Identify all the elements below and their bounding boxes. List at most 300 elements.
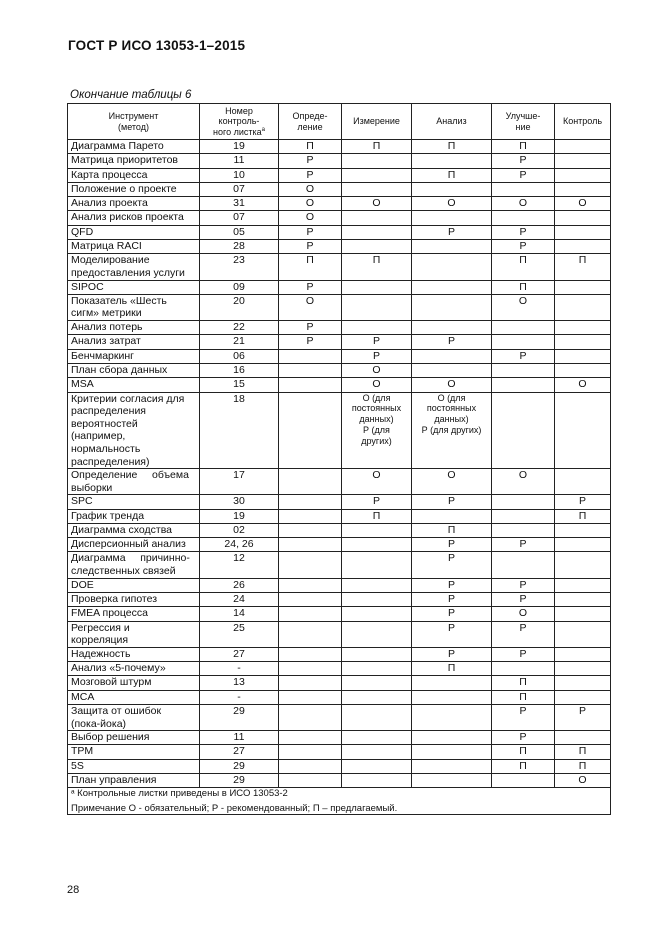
table-body — [68, 140, 611, 788]
define-cell: Р — [279, 321, 342, 335]
table-row — [68, 280, 611, 294]
improve-cell: О — [492, 197, 555, 211]
tool-name-cell — [68, 211, 200, 225]
control-cell — [555, 731, 611, 745]
tool-name-line: SIPOC — [71, 280, 104, 293]
tool-name-cell — [68, 469, 200, 495]
define-cell: П — [279, 254, 342, 280]
define-cell — [279, 578, 342, 592]
define-cell — [279, 690, 342, 704]
tool-name-line: MSA — [71, 378, 94, 391]
checklist-number-cell: 13 — [200, 676, 279, 690]
checklist-number-cell: 31 — [200, 197, 279, 211]
checklist-number-cell: 22 — [200, 321, 279, 335]
define-cell: Р — [279, 154, 342, 168]
tool-name-line: Дисперсионный анализ — [71, 538, 186, 551]
improve-cell: Р — [492, 621, 555, 647]
checklist-number-cell: 09 — [200, 280, 279, 294]
control-cell — [555, 363, 611, 377]
checklist-number-cell: 11 — [200, 731, 279, 745]
tool-name-cell — [68, 759, 200, 773]
measure-cell: Р — [342, 495, 412, 509]
checklist-number-cell: - — [200, 662, 279, 676]
define-cell — [279, 363, 342, 377]
control-cell: Р — [555, 704, 611, 730]
control-cell — [555, 392, 611, 469]
define-cell — [279, 662, 342, 676]
control-cell — [555, 621, 611, 647]
define-cell: О — [279, 294, 342, 320]
checklist-number-cell: 20 — [200, 294, 279, 320]
analyze-cell — [412, 254, 492, 280]
analyze-cell: Р — [412, 578, 492, 592]
define-cell: Р — [279, 225, 342, 239]
measure-cell — [342, 538, 412, 552]
define-cell — [279, 469, 342, 495]
control-cell — [555, 592, 611, 606]
table-row — [68, 168, 611, 182]
improve-cell — [492, 509, 555, 523]
tool-name-line: Диаграмма причинно- — [71, 552, 190, 565]
improve-cell: Р — [492, 225, 555, 239]
tool-name-line: (пока-йока) — [71, 717, 127, 730]
define-cell: Р — [279, 280, 342, 294]
analyze-cell: Р — [412, 538, 492, 552]
measure-cell — [342, 552, 412, 578]
table-row — [68, 495, 611, 509]
measure-cell — [342, 676, 412, 690]
define-cell — [279, 592, 342, 606]
checklist-number-cell: 19 — [200, 509, 279, 523]
table-row — [68, 349, 611, 363]
define-cell — [279, 621, 342, 647]
measure-cell — [342, 592, 412, 606]
checklist-number-cell: 10 — [200, 168, 279, 182]
control-cell — [555, 140, 611, 154]
improve-cell — [492, 495, 555, 509]
tool-name-line: План управления — [71, 774, 157, 786]
checklist-number-cell: 27 — [200, 745, 279, 759]
analyze-cell — [412, 211, 492, 225]
control-cell: О — [555, 774, 611, 788]
tool-name-cell — [68, 523, 200, 537]
tool-name-cell — [68, 538, 200, 552]
footnote-row — [68, 788, 611, 815]
table-row — [68, 578, 611, 592]
table-row — [68, 523, 611, 537]
tool-name-line: Анализ рисков проекта — [71, 211, 184, 224]
analyze-cell — [412, 363, 492, 377]
tool-name-cell — [68, 280, 200, 294]
control-cell — [555, 676, 611, 690]
improve-cell: О — [492, 294, 555, 320]
checklist-number-cell: 29 — [200, 774, 279, 788]
improve-cell: Р — [492, 647, 555, 661]
tool-name-line: Анализ потерь — [71, 321, 143, 334]
improve-cell — [492, 182, 555, 196]
analyze-cell: Р — [412, 592, 492, 606]
tool-name-line: Карта процесса — [71, 168, 148, 181]
tool-name-cell — [68, 378, 200, 392]
tool-name-line: Анализ затрат — [71, 335, 141, 348]
table-row — [68, 335, 611, 349]
checklist-number-cell: 14 — [200, 607, 279, 621]
tool-name-cell — [68, 197, 200, 211]
improve-cell: Р — [492, 592, 555, 606]
tool-name-line: распределения — [71, 405, 146, 418]
tool-name-line: Защита от ошибок — [71, 704, 162, 717]
table-row — [68, 378, 611, 392]
tool-name-line: (например, — [71, 430, 126, 443]
measure-cell — [342, 154, 412, 168]
control-cell — [555, 349, 611, 363]
define-cell — [279, 552, 342, 578]
control-cell — [555, 469, 611, 495]
define-cell — [279, 509, 342, 523]
measure-cell — [342, 182, 412, 196]
analyze-cell: Р — [412, 225, 492, 239]
measure-cell — [342, 647, 412, 661]
tools-table — [67, 103, 611, 815]
tool-name-line: Мозговой штурм — [71, 676, 152, 689]
measure-cell — [342, 621, 412, 647]
control-cell — [555, 225, 611, 239]
checklist-number-cell: 21 — [200, 335, 279, 349]
improve-cell: П — [492, 140, 555, 154]
control-cell — [555, 647, 611, 661]
tool-name-line: Выбор решения — [71, 731, 150, 744]
col-header-analyze: Анализ — [412, 104, 492, 140]
define-cell: Р — [279, 335, 342, 349]
tool-name-line: SPC — [71, 495, 93, 508]
define-cell — [279, 759, 342, 773]
col-header-tool: Инструмент (метод) — [68, 104, 200, 140]
tool-name-line: Моделирование — [71, 254, 150, 267]
improve-cell: Р — [492, 578, 555, 592]
tool-name-line: Определение объема — [71, 469, 189, 482]
tool-name-cell — [68, 676, 200, 690]
table-row — [68, 182, 611, 196]
tool-name-line: MCA — [71, 690, 95, 703]
table-row — [68, 321, 611, 335]
table-row — [68, 254, 611, 280]
table-row — [68, 294, 611, 320]
measure-cell — [342, 759, 412, 773]
define-cell: О — [279, 211, 342, 225]
define-cell — [279, 607, 342, 621]
control-cell — [555, 240, 611, 254]
measure-cell: О — [342, 378, 412, 392]
tool-name-cell — [68, 647, 200, 661]
define-cell — [279, 676, 342, 690]
measure-cell — [342, 745, 412, 759]
col-header-checklist: Номер контроль- ного листка$^a$ — [200, 104, 279, 140]
define-cell — [279, 731, 342, 745]
note-text: Примечание О - обязательный; Р - рекомендованный; П – предлагаемый. — [71, 802, 398, 814]
analyze-cell: П — [412, 168, 492, 182]
table-row — [68, 690, 611, 704]
table-row — [68, 621, 611, 647]
control-cell: О — [555, 378, 611, 392]
measure-cell — [342, 607, 412, 621]
measure-cell — [342, 321, 412, 335]
control-cell — [555, 538, 611, 552]
tool-name-cell — [68, 392, 200, 469]
checklist-number-cell: 18 — [200, 392, 279, 469]
footnote-marker: a — [261, 126, 265, 133]
analyze-cell: О — [412, 469, 492, 495]
measure-cell: П — [342, 254, 412, 280]
measure-cell — [342, 523, 412, 537]
control-cell — [555, 294, 611, 320]
define-cell — [279, 774, 342, 788]
control-cell: П — [555, 759, 611, 773]
table-header-row — [68, 104, 611, 140]
table-row — [68, 240, 611, 254]
improve-cell: Р — [492, 349, 555, 363]
improve-cell — [492, 392, 555, 469]
table-row — [68, 197, 611, 211]
improve-cell: Р — [492, 538, 555, 552]
table-row — [68, 363, 611, 377]
control-cell: П — [555, 745, 611, 759]
analyze-cell — [412, 509, 492, 523]
analyze-cell — [412, 240, 492, 254]
measure-cell — [342, 578, 412, 592]
tool-name-cell — [68, 495, 200, 509]
define-cell: Р — [279, 240, 342, 254]
col-header-measure: Измерение — [342, 104, 412, 140]
table-row — [68, 392, 611, 469]
tool-name-cell — [68, 662, 200, 676]
tool-name-cell — [68, 363, 200, 377]
table-row — [68, 469, 611, 495]
measure-cell: Р — [342, 349, 412, 363]
improve-cell: П — [492, 254, 555, 280]
tool-name-cell — [68, 335, 200, 349]
tool-name-line: следственных связей — [71, 565, 176, 578]
col-header-improve: Улучше- ние — [492, 104, 555, 140]
control-cell — [555, 154, 611, 168]
measure-cell — [342, 690, 412, 704]
checklist-number-cell: 29 — [200, 704, 279, 730]
measure-cell — [342, 280, 412, 294]
control-cell — [555, 523, 611, 537]
measure-cell: Р — [342, 335, 412, 349]
define-cell — [279, 647, 342, 661]
tool-name-line: График тренда — [71, 509, 145, 522]
control-cell — [555, 662, 611, 676]
tool-name-line: Матрица RACI — [71, 240, 142, 253]
improve-cell: П — [492, 676, 555, 690]
analyze-cell — [412, 704, 492, 730]
tool-name-line: сигм» метрики — [71, 307, 142, 320]
col-header-define: Опреде- ление — [279, 104, 342, 140]
tool-name-line: Проверка гипотез — [71, 592, 158, 605]
tool-name-cell — [68, 182, 200, 196]
improve-cell: Р — [492, 240, 555, 254]
analyze-cell — [412, 349, 492, 363]
tool-name-cell — [68, 621, 200, 647]
tool-name-line: нормальность — [71, 442, 141, 455]
checklist-number-cell: 02 — [200, 523, 279, 537]
analyze-cell: П — [412, 662, 492, 676]
define-cell: П — [279, 140, 342, 154]
tool-name-line: План сбора данных — [71, 363, 168, 376]
table-row — [68, 592, 611, 606]
checklist-number-cell: 27 — [200, 647, 279, 661]
tool-name-cell — [68, 321, 200, 335]
table-row — [68, 140, 611, 154]
measure-cell — [342, 211, 412, 225]
tool-name-cell — [68, 349, 200, 363]
tool-name-cell — [68, 607, 200, 621]
tool-name-line: Матрица приоритетов — [71, 154, 178, 167]
tool-name-line: TPM — [71, 745, 94, 758]
table-row — [68, 662, 611, 676]
improve-cell: О — [492, 469, 555, 495]
table-footnote — [68, 788, 611, 815]
control-cell — [555, 211, 611, 225]
improve-cell — [492, 335, 555, 349]
define-cell — [279, 378, 342, 392]
tool-name-cell — [68, 552, 200, 578]
control-cell: П — [555, 254, 611, 280]
tool-name-line: Диаграмма сходства — [71, 523, 172, 536]
control-cell — [555, 607, 611, 621]
tool-name-line: Анализ проекта — [71, 197, 148, 210]
measure-cell: О — [342, 197, 412, 211]
table-row — [68, 731, 611, 745]
checklist-number-cell: 17 — [200, 469, 279, 495]
checklist-number-cell: 06 — [200, 349, 279, 363]
footnote-text: ᵃ Контрольные листки приведены в ИСО 13053-2 — [71, 788, 288, 800]
improve-cell: Р — [492, 704, 555, 730]
control-cell: Р — [555, 495, 611, 509]
analyze-cell: О — [412, 197, 492, 211]
tool-name-line: Положение о проекте — [71, 182, 177, 195]
checklist-number-cell: 24 — [200, 592, 279, 606]
tool-name-cell — [68, 140, 200, 154]
improve-cell: П — [492, 280, 555, 294]
tool-name-line: распределения) — [71, 455, 150, 468]
measure-cell — [342, 294, 412, 320]
control-cell: О — [555, 197, 611, 211]
tool-name-line: Диаграмма Парето — [71, 140, 164, 152]
measure-cell — [342, 662, 412, 676]
checklist-number-cell: 05 — [200, 225, 279, 239]
tool-name-line: корреляция — [71, 634, 129, 647]
measure-cell: О (для постоянных данных) Р (для других) — [342, 392, 412, 469]
improve-cell: Р — [492, 731, 555, 745]
improve-cell — [492, 321, 555, 335]
analyze-cell — [412, 154, 492, 168]
col-header-control: Контроль — [555, 104, 611, 140]
analyze-cell: П — [412, 523, 492, 537]
tool-name-cell — [68, 774, 200, 788]
table-row — [68, 745, 611, 759]
checklist-number-cell: 28 — [200, 240, 279, 254]
analyze-cell: О (для постоянных данных) Р (для других) — [412, 392, 492, 469]
analyze-cell — [412, 774, 492, 788]
table-row — [68, 774, 611, 788]
improve-cell — [492, 363, 555, 377]
table-caption: Окончание таблицы 6 — [70, 89, 192, 101]
define-cell — [279, 745, 342, 759]
checklist-number-cell: 16 — [200, 363, 279, 377]
measure-cell — [342, 240, 412, 254]
control-cell — [555, 335, 611, 349]
checklist-number-cell: 11 — [200, 154, 279, 168]
control-cell — [555, 168, 611, 182]
improve-cell — [492, 378, 555, 392]
tool-name-cell — [68, 154, 200, 168]
tool-name-cell — [68, 509, 200, 523]
table-row — [68, 211, 611, 225]
table-row — [68, 538, 611, 552]
measure-cell — [342, 704, 412, 730]
define-cell — [279, 523, 342, 537]
improve-cell — [492, 662, 555, 676]
measure-cell: П — [342, 509, 412, 523]
analyze-cell — [412, 676, 492, 690]
control-cell — [555, 182, 611, 196]
tool-name-cell — [68, 240, 200, 254]
analyze-cell — [412, 182, 492, 196]
table-row — [68, 676, 611, 690]
tool-name-line: FMEA процесса — [71, 607, 148, 620]
checklist-number-cell: 07 — [200, 182, 279, 196]
define-cell: О — [279, 197, 342, 211]
table-row — [68, 225, 611, 239]
control-cell — [555, 321, 611, 335]
tool-name-line: выборки — [71, 481, 113, 494]
table-row — [68, 552, 611, 578]
tool-name-line: Анализ «5-почему» — [71, 662, 166, 675]
improve-cell: П — [492, 759, 555, 773]
measure-cell — [342, 731, 412, 745]
measure-cell: О — [342, 363, 412, 377]
table-row — [68, 647, 611, 661]
analyze-cell — [412, 690, 492, 704]
analyze-cell: Р — [412, 495, 492, 509]
control-cell — [555, 578, 611, 592]
tool-name-line: Бенчмаркинг — [71, 349, 134, 362]
tool-name-cell — [68, 690, 200, 704]
tool-name-line: Регрессия и — [71, 621, 130, 634]
document-header: ГОСТ Р ИСО 13053-1–2015 — [68, 38, 246, 53]
analyze-cell — [412, 731, 492, 745]
control-cell — [555, 552, 611, 578]
tool-name-line: QFD — [71, 225, 94, 238]
define-cell — [279, 495, 342, 509]
tool-name-line: DOE — [71, 578, 94, 591]
table-row — [68, 154, 611, 168]
tool-name-cell — [68, 168, 200, 182]
measure-cell — [342, 168, 412, 182]
improve-cell: Р — [492, 154, 555, 168]
checklist-number-cell: 12 — [200, 552, 279, 578]
checklist-number-cell: 19 — [200, 140, 279, 154]
measure-cell — [342, 774, 412, 788]
measure-cell: О — [342, 469, 412, 495]
control-cell: П — [555, 509, 611, 523]
tool-name-line: Надежность — [71, 647, 131, 660]
define-cell — [279, 392, 342, 469]
checklist-number-cell: 26 — [200, 578, 279, 592]
measure-cell — [342, 225, 412, 239]
checklist-number-cell: 25 — [200, 621, 279, 647]
